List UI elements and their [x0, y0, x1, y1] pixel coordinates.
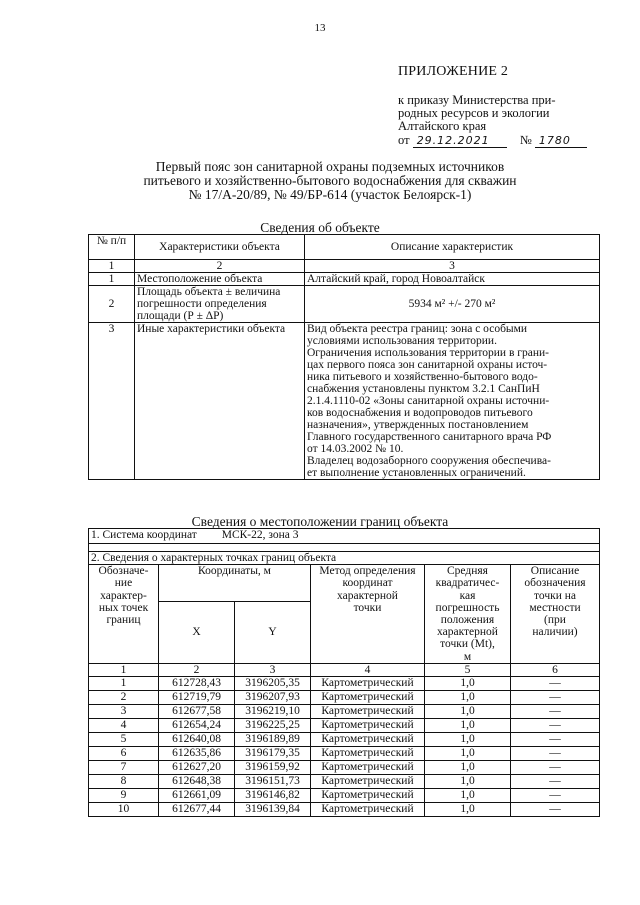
- description-line: Вид объекта реестра границ: зона с особыми: [307, 323, 528, 335]
- document-title: [120, 160, 540, 202]
- document-title-line: № 17/А-20/89, № 49/БР-614 (участок Белоярск-1): [188, 187, 472, 202]
- point-method: Картометрический: [311, 761, 425, 775]
- point-y: 3196189,89: [235, 733, 311, 747]
- header-cell: Характеристики объекта: [135, 235, 305, 260]
- characteristic-description: Алтайский край, город Новоалтайск: [305, 273, 600, 286]
- points-label: 2. Сведения о характерных точках границ объекта: [89, 552, 600, 565]
- table-row: [89, 761, 600, 775]
- column-number: 1: [89, 663, 159, 676]
- point-mt: 1,0: [425, 705, 511, 719]
- point-id: 5: [89, 733, 159, 747]
- description-line: ника питьевого и хозяйственно-бытового водо-: [307, 371, 538, 383]
- point-method: Картометрический: [311, 803, 425, 817]
- boundary-points-table: [88, 528, 600, 817]
- column-number: 5: [425, 663, 511, 676]
- point-id: 4: [89, 719, 159, 733]
- object-section-title: Сведения об объекте: [260, 220, 380, 235]
- point-id: 8: [89, 775, 159, 789]
- header-x: X: [159, 602, 235, 664]
- table-row: [89, 775, 600, 789]
- column-number: 1: [89, 260, 135, 273]
- points-body: [89, 677, 600, 817]
- appendix-ref-line: к приказу Министерства при-: [398, 93, 556, 107]
- handwritten-number: 1780: [535, 135, 587, 148]
- point-description: —: [511, 761, 600, 775]
- description-line: цах первого пояса зон санитарной охраны источ-: [307, 359, 548, 371]
- coord-system-value: МСК-22, зона 3: [221, 529, 299, 541]
- description-line: условиями использования территории.: [307, 335, 497, 347]
- point-y: 3196225,25: [235, 719, 311, 733]
- point-y: 3196207,93: [235, 691, 311, 705]
- header-cell: № п/п: [89, 235, 135, 260]
- points-label-row: [89, 552, 600, 565]
- point-x: 612728,43: [159, 677, 235, 691]
- point-mt: 1,0: [425, 789, 511, 803]
- table-header-row: [89, 235, 600, 260]
- description-line: Главного государственного санитарного врача РФ: [307, 431, 552, 443]
- point-description: —: [511, 747, 600, 761]
- point-description: —: [511, 677, 600, 691]
- document-title-line: Первый пояс зон санитарной охраны подземных источников: [155, 159, 505, 174]
- point-method: Картометрический: [311, 677, 425, 691]
- coord-system-label: 1. Система координат: [91, 529, 197, 541]
- point-description: —: [511, 705, 600, 719]
- row-number: 1: [89, 273, 135, 286]
- point-mt: 1,0: [425, 761, 511, 775]
- column-number: 3: [305, 260, 600, 273]
- table-header-row: [89, 565, 600, 602]
- characteristic-description: 5934 м² +/- 270 м²: [305, 286, 600, 323]
- handwritten-date: 29.12.2021: [413, 135, 507, 148]
- document-title-line: питьевого и хозяйственно-бытового водоснабжения для скважин: [143, 173, 517, 188]
- point-x: 612719,79: [159, 691, 235, 705]
- column-number: 2: [159, 663, 235, 676]
- point-method: Картометрический: [311, 775, 425, 789]
- point-id: 1: [89, 677, 159, 691]
- table-row: [89, 323, 600, 480]
- characteristic-name: Площадь объекта ± величина погрешности определения площади (Р ± ΔР): [135, 286, 305, 323]
- column-number: 4: [311, 663, 425, 676]
- point-x: 612635,86: [159, 747, 235, 761]
- point-mt: 1,0: [425, 677, 511, 691]
- point-description: —: [511, 789, 600, 803]
- coord-system-row: [89, 529, 600, 544]
- table-row: [89, 719, 600, 733]
- point-y: 3196159,92: [235, 761, 311, 775]
- point-mt: 1,0: [425, 691, 511, 705]
- column-number: 6: [511, 663, 600, 676]
- description-line: снабжения установлены пунктом 3.2.1 СанПиН: [307, 383, 540, 395]
- point-x: 612627,20: [159, 761, 235, 775]
- point-mt: 1,0: [425, 775, 511, 789]
- column-number-row: [89, 663, 600, 676]
- point-description: —: [511, 803, 600, 817]
- table-row: [89, 747, 600, 761]
- header-description: Описание обозначения точки на местности (при наличии): [511, 565, 600, 664]
- point-mt: 1,0: [425, 747, 511, 761]
- point-y: 3196139,84: [235, 803, 311, 817]
- point-mt: 1,0: [425, 803, 511, 817]
- appendix-title: ПРИЛОЖЕНИЕ 2: [398, 64, 509, 79]
- header-method: Метод определения координат характерной точки: [311, 565, 425, 664]
- appendix-reference: [398, 94, 598, 133]
- description-line: ков водоснабжения и водопроводов питьевого: [307, 407, 533, 419]
- table-row: [89, 789, 600, 803]
- point-id: 7: [89, 761, 159, 775]
- point-description: —: [511, 775, 600, 789]
- point-mt: 1,0: [425, 719, 511, 733]
- point-description: —: [511, 691, 600, 705]
- description-line: ет выполнение установленных ограничений.: [307, 467, 526, 479]
- table-row: [89, 677, 600, 691]
- table-row: [89, 705, 600, 719]
- point-x: 612654,24: [159, 719, 235, 733]
- row-number: 3: [89, 323, 135, 480]
- table-row: [89, 803, 600, 817]
- description-line: от 14.03.2002 № 10.: [307, 443, 404, 455]
- point-id: 10: [89, 803, 159, 817]
- table-row: [89, 733, 600, 747]
- point-description: —: [511, 719, 600, 733]
- point-x: 612677,44: [159, 803, 235, 817]
- appendix-date-number: [398, 133, 598, 148]
- point-id: 6: [89, 747, 159, 761]
- point-id: 2: [89, 691, 159, 705]
- point-method: Картометрический: [311, 789, 425, 803]
- header-y: Y: [235, 602, 311, 664]
- point-y: 3196219,10: [235, 705, 311, 719]
- description-line: Владелец водозаборного сооружения обеспечива-: [307, 455, 551, 467]
- description-line: Ограничения использования территории в грани-: [307, 347, 549, 359]
- point-method: Картометрический: [311, 733, 425, 747]
- column-number: 3: [235, 663, 311, 676]
- point-x: 612648,38: [159, 775, 235, 789]
- header-designation: Обозначе- ние характер- ных точек границ: [89, 565, 159, 664]
- location-section-title: Сведения о местоположении границ объекта: [191, 514, 449, 529]
- point-method: Картометрический: [311, 705, 425, 719]
- column-number-row: [89, 260, 600, 273]
- point-id: 9: [89, 789, 159, 803]
- point-id: 3: [89, 705, 159, 719]
- characteristic-name: Иные характеристики объекта: [135, 323, 305, 480]
- spacer-row: [89, 544, 600, 552]
- point-x: 612640,08: [159, 733, 235, 747]
- point-mt: 1,0: [425, 733, 511, 747]
- point-method: Картометрический: [311, 719, 425, 733]
- from-label: от: [398, 133, 410, 147]
- object-info-table: [88, 234, 600, 480]
- table-row: [89, 691, 600, 705]
- header-coordinates: Координаты, м: [159, 565, 311, 602]
- table-row: [89, 273, 600, 286]
- point-x: 612661,09: [159, 789, 235, 803]
- characteristic-name: Местоположение объекта: [135, 273, 305, 286]
- description-line: 2.1.4.1110-02 «Зоны санитарной охраны источни-: [307, 395, 550, 407]
- point-y: 3196151,73: [235, 775, 311, 789]
- row-number: 2: [89, 286, 135, 323]
- point-description: —: [511, 733, 600, 747]
- number-label: №: [519, 133, 532, 147]
- table-row: [89, 286, 600, 323]
- point-y: 3196205,35: [235, 677, 311, 691]
- column-number: 2: [135, 260, 305, 273]
- appendix-ref-line: родных ресурсов и экологии: [398, 106, 550, 120]
- point-method: Картометрический: [311, 747, 425, 761]
- page-number: 13: [314, 22, 326, 34]
- point-y: 3196146,82: [235, 789, 311, 803]
- coord-system-cell: [89, 529, 600, 544]
- appendix-block: [398, 64, 598, 148]
- appendix-ref-line: Алтайского края: [398, 119, 487, 133]
- description-line: назначения», утвержденных постановлением: [307, 419, 529, 431]
- header-cell: Описание характеристик: [305, 235, 600, 260]
- header-error: Средняя квадратичес- кая погрешность положения характерной точки (Mt), м: [425, 565, 511, 664]
- point-y: 3196179,35: [235, 747, 311, 761]
- point-method: Картометрический: [311, 691, 425, 705]
- point-x: 612677,58: [159, 705, 235, 719]
- characteristic-description: [305, 323, 600, 480]
